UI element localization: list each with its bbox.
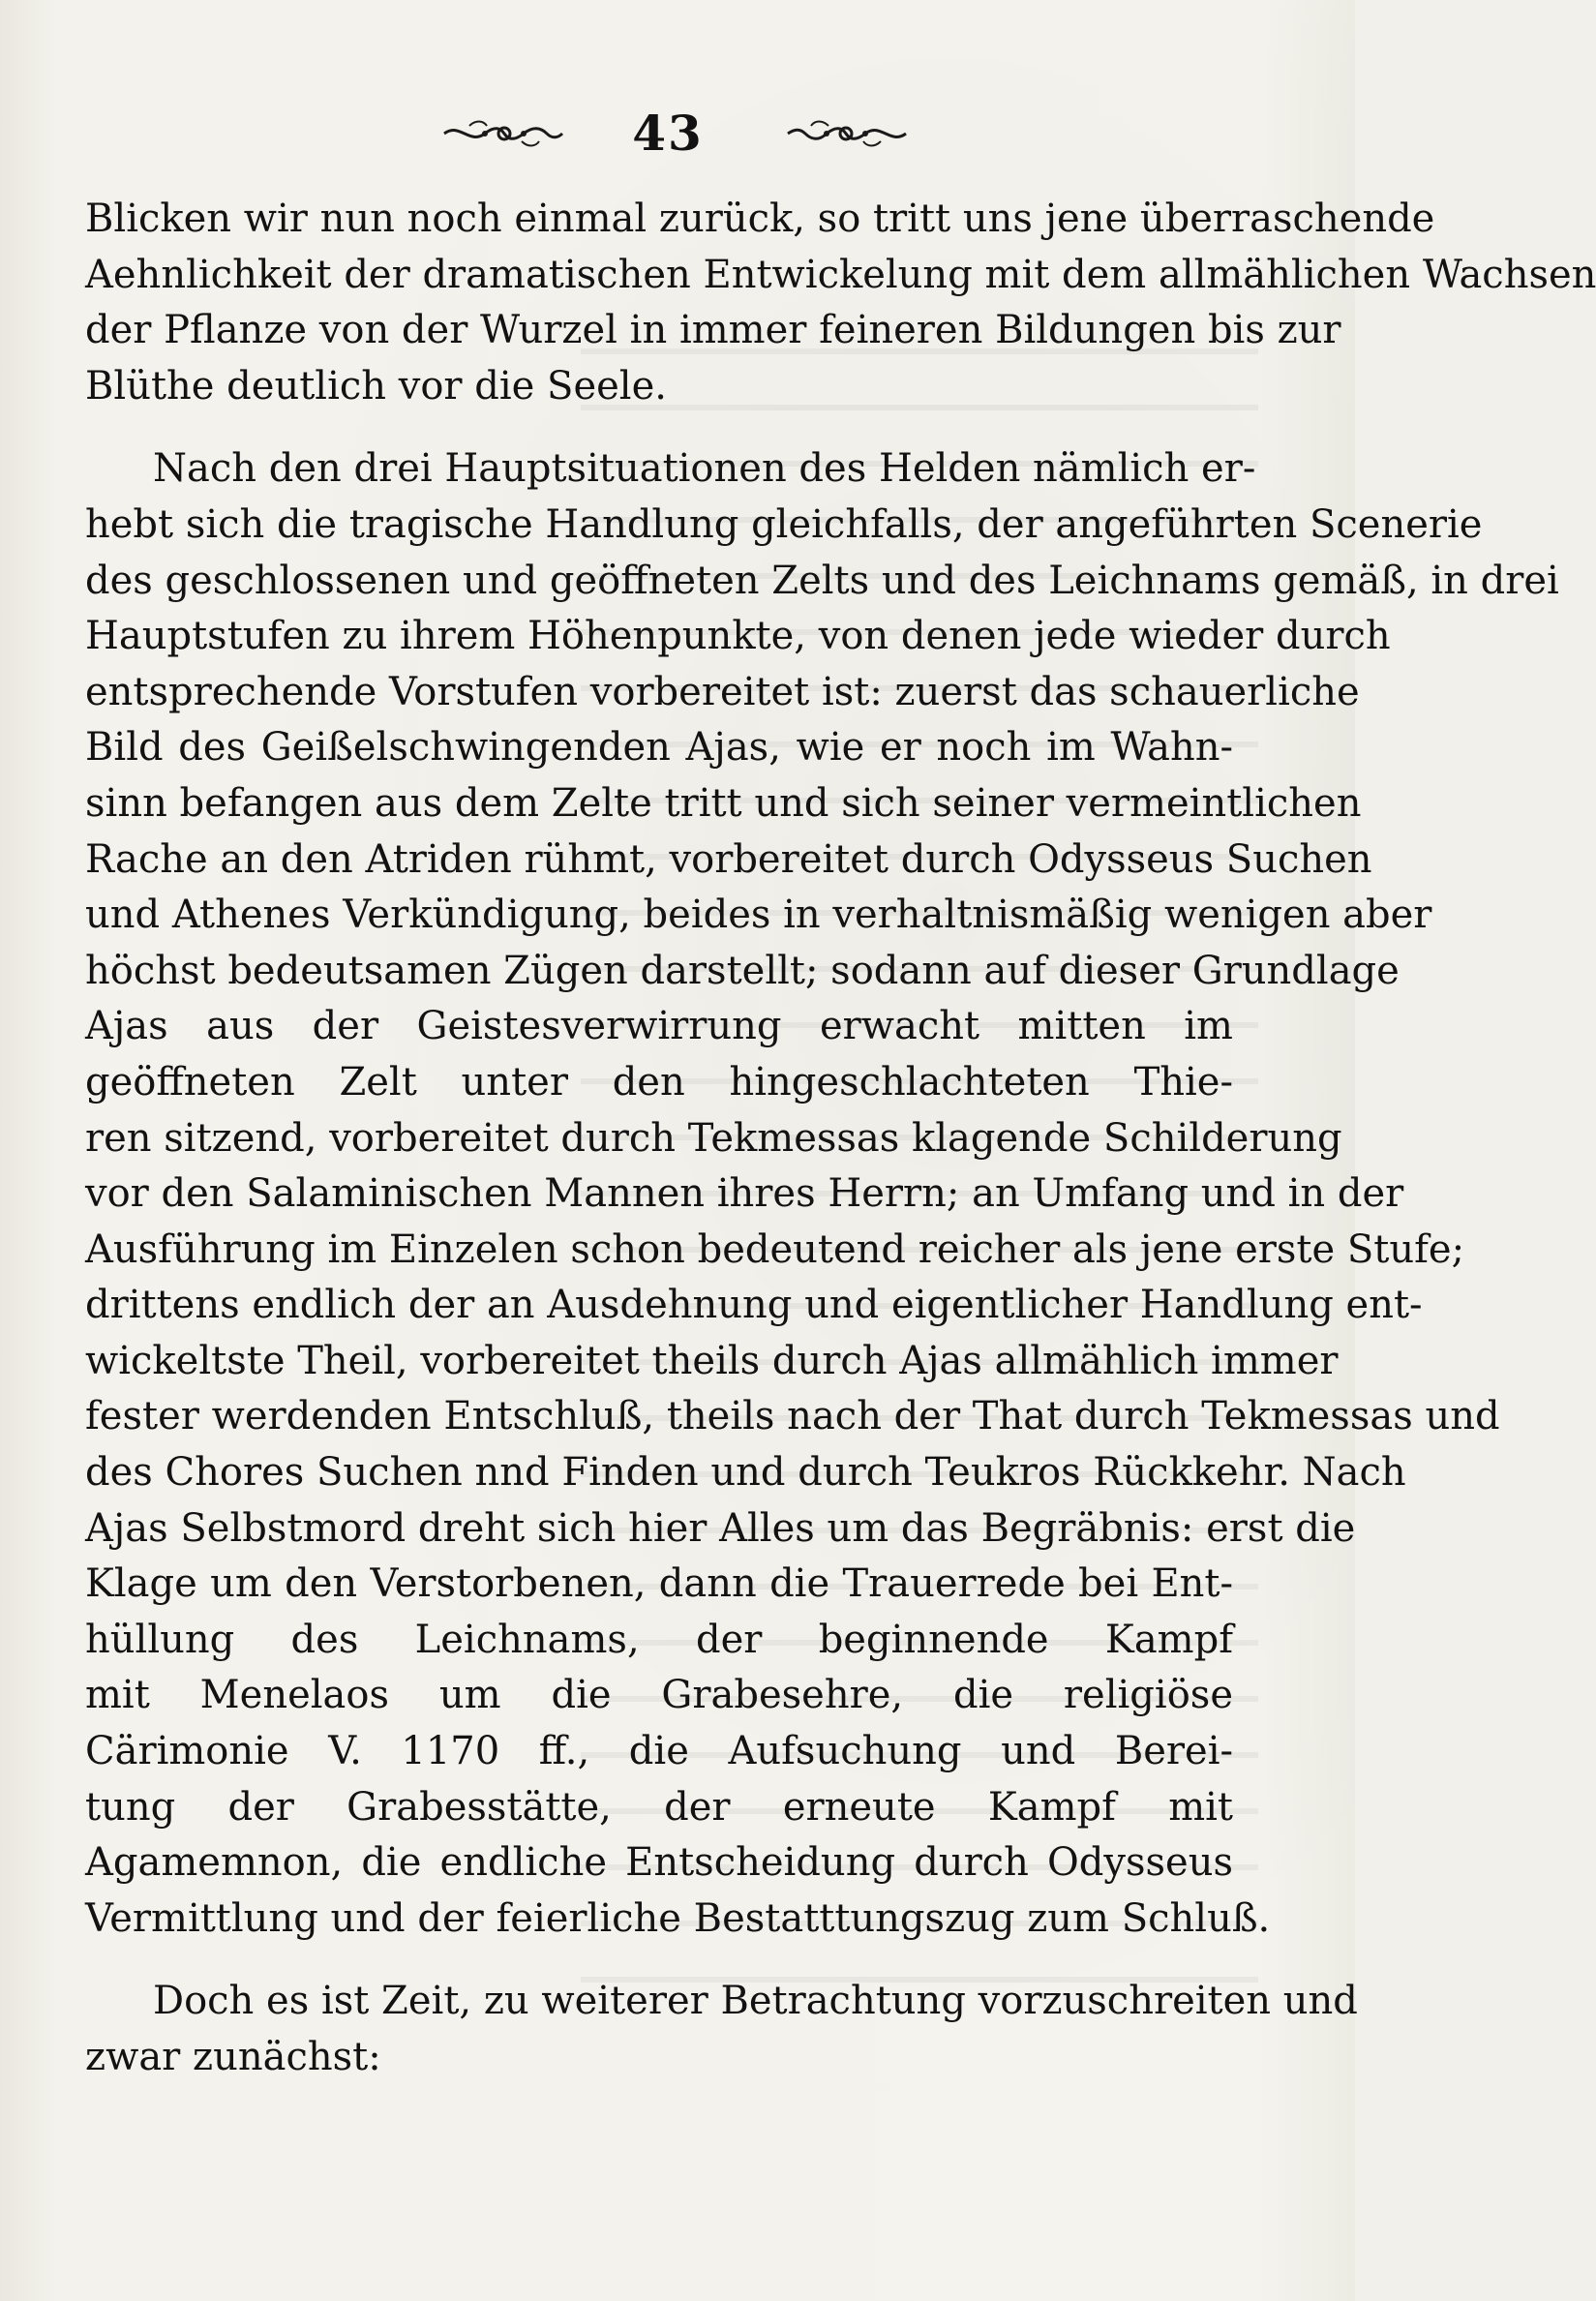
paragraph-gap — [85, 414, 1233, 441]
text-line: mit Menelaos um die Grabesehre, die religiöse — [85, 1673, 1233, 1718]
text-line: der Pflanze von der Wurzel in immer feineren Bildungen bis zur — [85, 308, 1341, 353]
paragraph-2 — [85, 441, 1559, 1947]
text-line: vor den Salaminischen Mannen ihres Herrn; an Umfang und in der — [85, 1171, 1404, 1217]
text-line: des Chores Suchen nnd Finden und durch Teukros Rückkehr. Nach — [85, 1450, 1406, 1496]
text-line: und Athenes Verkündigung, beides in verhaltnismäßig wenigen aber — [85, 893, 1432, 938]
text-line: Blicken wir nun noch einmal zurück, so tritt uns jene überraschende — [85, 197, 1435, 241]
text-line: Ausführung im Einzelen schon bedeutend reicher als jene erste Stufe; — [85, 1226, 1465, 1272]
text-line: Blüthe deutlich vor die Seele. — [85, 363, 667, 409]
text-line: Cärimonie V. 1170 ff., die Aufsuchung und Berei- — [85, 1729, 1233, 1774]
left-ornament-icon — [440, 112, 566, 155]
text-line: entsprechende Vorstufen vorbereitet ist: zuerst das schauerliche — [85, 669, 1360, 714]
body-text — [85, 192, 1596, 2086]
text-line: Doch es ist Zeit, zu weiterer Betrachtung vorzuschreiten und — [153, 1979, 1358, 2024]
text-line: Ajas aus der Geistesverwirrung erwacht mitten im — [85, 1004, 1233, 1049]
text-line: Hauptstufen zu ihrem Höhenpunkte, von denen jede wieder durch — [85, 614, 1391, 659]
text-line: höchst bedeutsamen Zügen darstellt; sodann auf dieser Grundlage — [85, 948, 1400, 993]
text-line: geöffneten Zelt unter den hingeschlachteten Thie- — [85, 1059, 1233, 1105]
right-ornament-icon — [784, 112, 910, 155]
text-line: des geschlossenen und geöffneten Zelts und des Leichnams gemäß, in drei — [85, 558, 1559, 603]
page-number: 43 — [632, 105, 704, 162]
paragraph-3 — [85, 1974, 1358, 2085]
paragraph-1 — [85, 192, 1596, 414]
text-line: hüllung des Leichnams, der beginnende Kampf — [85, 1617, 1233, 1662]
text-line: Vermittlung und der feierliche Bestatttungszug zum Schluß. — [85, 1895, 1271, 1941]
text-line: sinn befangen aus dem Zelte tritt und sich seiner vermeintlichen — [85, 780, 1362, 826]
text-line: Aehnlichkeit der dramatischen Entwickelung mit dem allmählichen Wachsen — [85, 252, 1596, 297]
text-line: tung der Grabesstätte, der erneute Kampf mit — [85, 1784, 1233, 1830]
paragraph-gap — [85, 1947, 1233, 1974]
text-line: Klage um den Verstorbenen, dann die Trauerrede bei Ent- — [85, 1561, 1233, 1607]
text-line: Nach den drei Hauptsituationen des Helden nämlich er- — [153, 446, 1256, 492]
page-header — [0, 105, 1355, 163]
text-line: drittens endlich der an Ausdehnung und eigentlicher Handlung ent- — [85, 1283, 1423, 1328]
text-line: Rache an den Atriden rühmt, vorbereitet durch Odysseus Suchen — [85, 836, 1372, 882]
text-line: Bild des Geißelschwingenden Ajas, wie er noch im Wahn- — [85, 725, 1233, 771]
text-line: fester werdenden Entschluß, theils nach der That durch Tekmessas und — [85, 1394, 1500, 1439]
text-line: zwar zunächst: — [85, 2035, 381, 2079]
text-line: ren sitzend, vorbereitet durch Tekmessas klagende Schilderung — [85, 1115, 1342, 1161]
text-line: Agamemnon, die endliche Entscheidung durch Odysseus — [85, 1840, 1233, 1886]
text-line: Ajas Selbstmord dreht sich hier Alles um das Begräbnis: erst die — [85, 1505, 1356, 1551]
text-line: wickeltste Theil, vorbereitet theils durch Ajas allmählich immer — [85, 1338, 1339, 1383]
text-line: hebt sich die tragische Handlung gleichfalls, der angeführten Scenerie — [85, 501, 1483, 547]
